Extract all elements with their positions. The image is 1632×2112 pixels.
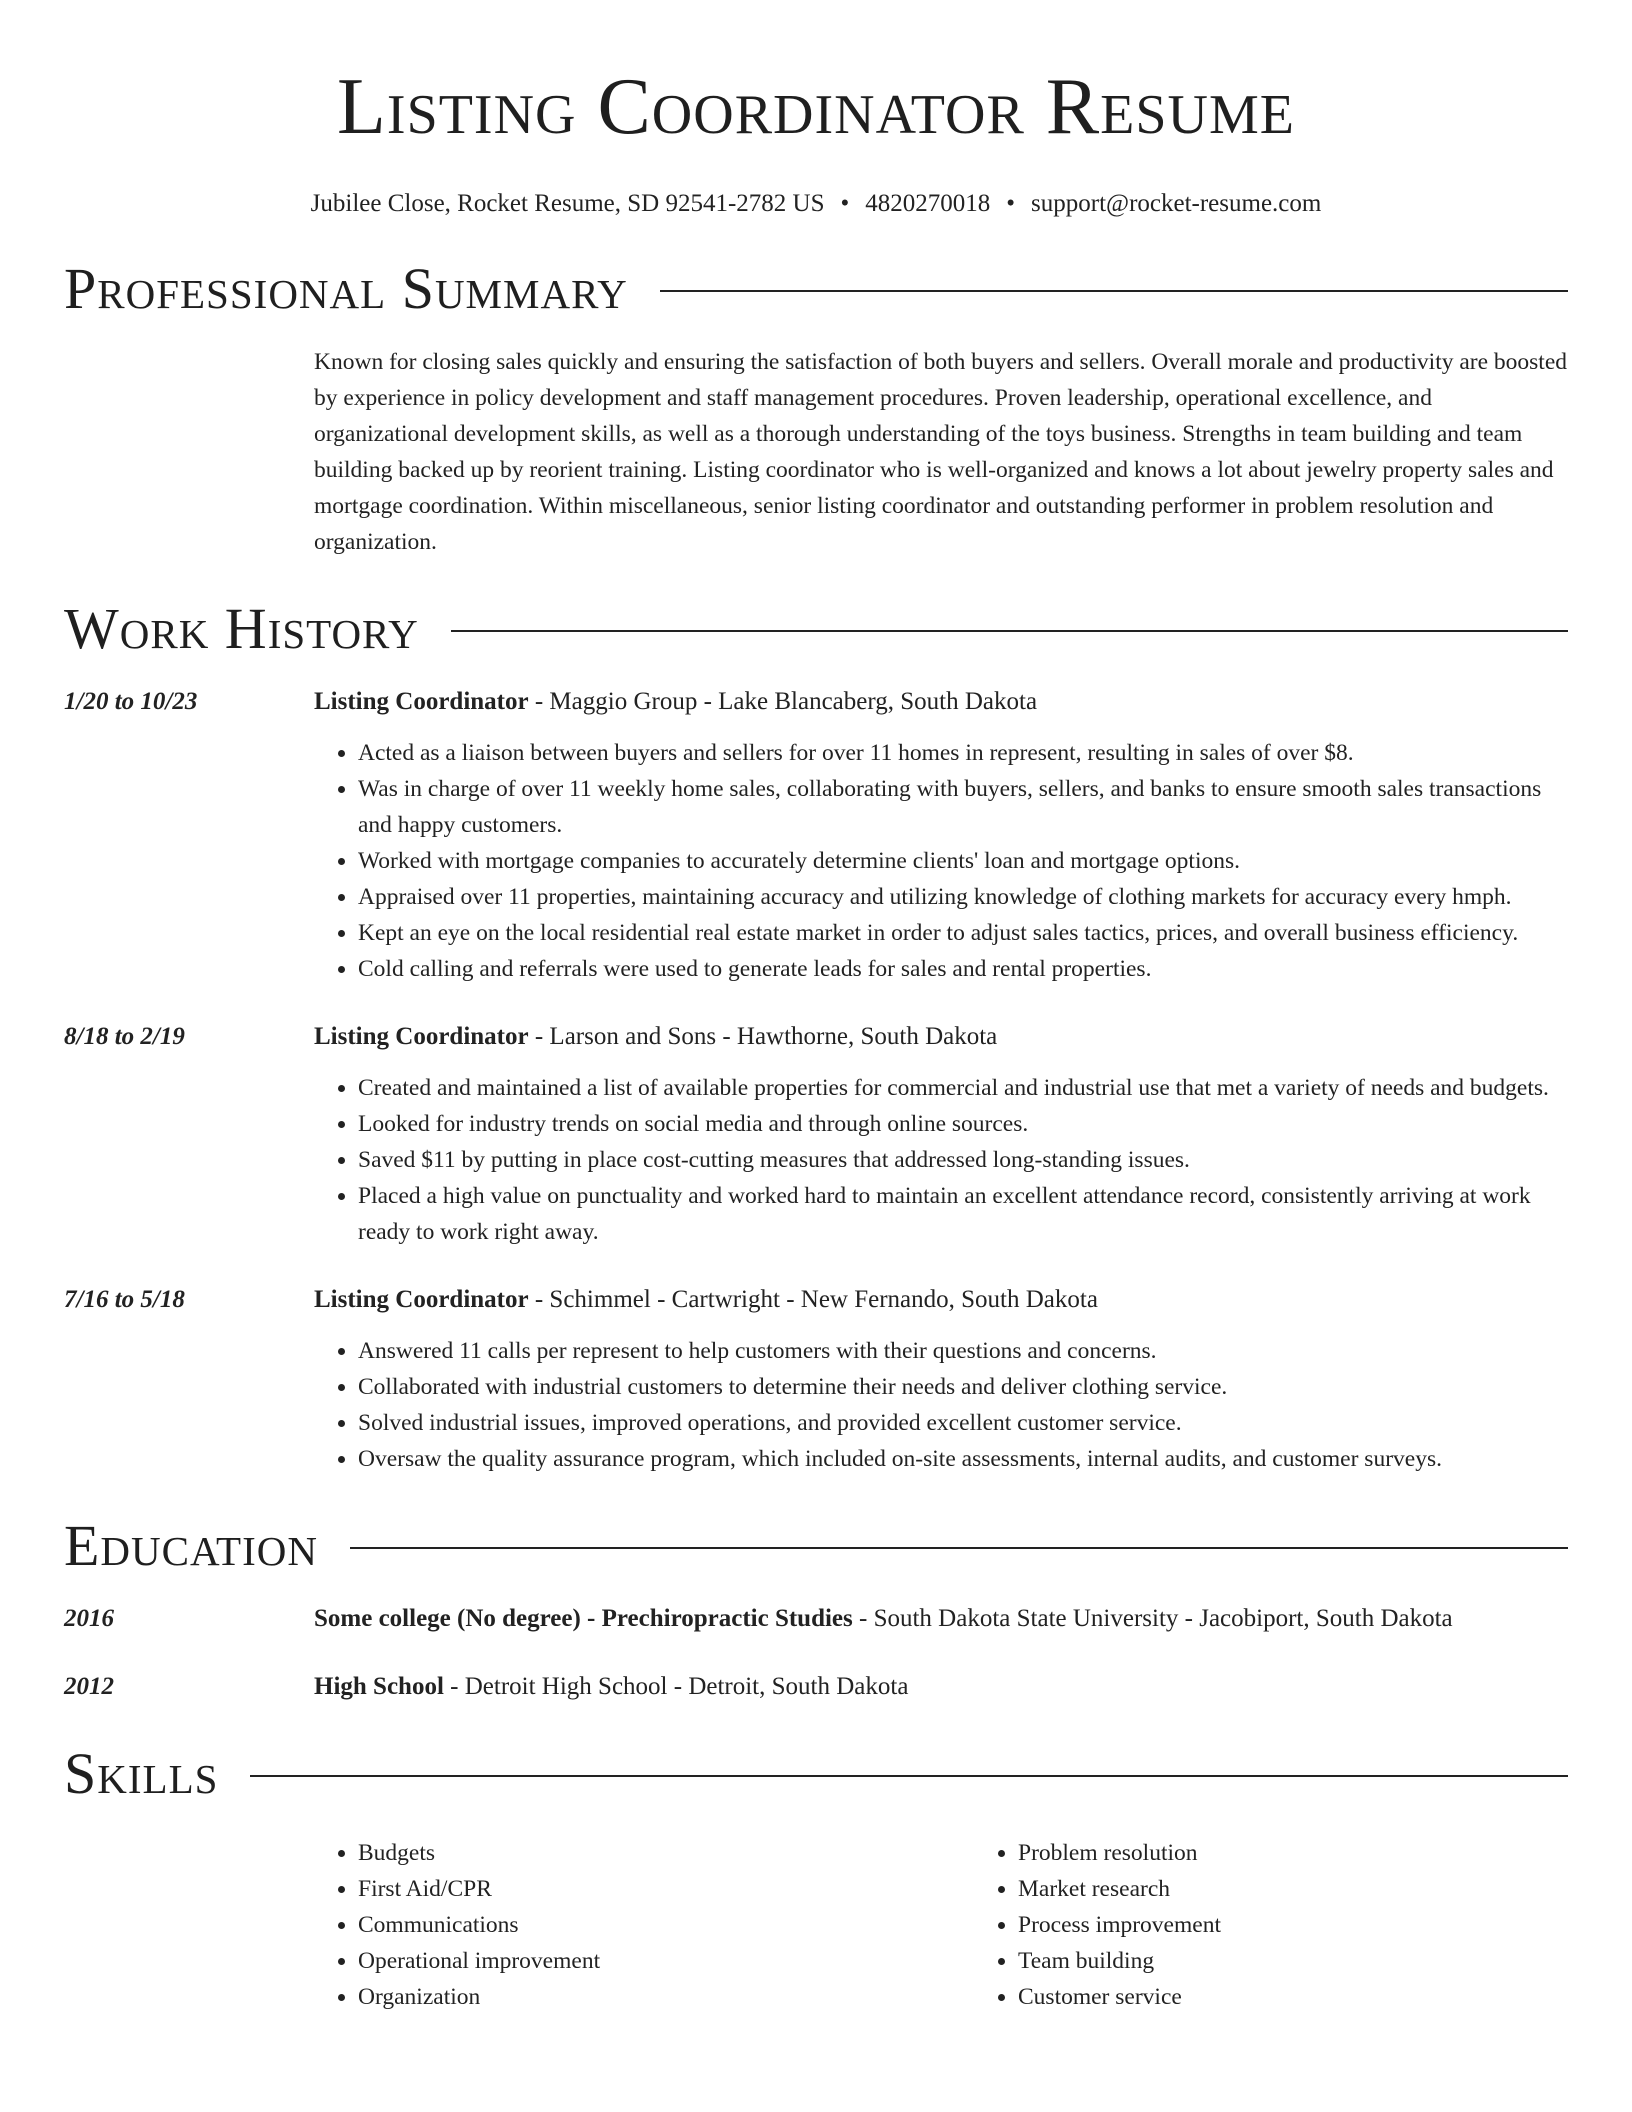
section-rule (350, 1547, 1568, 1549)
section-title: Professional Summary (64, 256, 628, 321)
education-entry (64, 1601, 1568, 1637)
job-details: - Schimmel - Cartwright - New Fernando, South Dakota (528, 1286, 1098, 1313)
job-bullet: • Acted as a liaison between buyers and sellers for over 11 homes in represent, resulting in sales of over $8. (358, 735, 1568, 771)
education-heading (314, 1669, 1568, 1705)
skills-section-header (64, 1741, 1568, 1807)
education-year: 2016 (64, 1605, 114, 1632)
education-details: - Detroit High School - Detroit, South Dakota (443, 1673, 909, 1700)
job-title: Listing Coordinator (314, 688, 529, 715)
job-dates: 8/18 to 2/19 (64, 1023, 185, 1050)
job-bullet: • Created and maintained a list of available properties for commercial and industrial use that met a variety of needs and budgets. (358, 1070, 1568, 1106)
job-dates: 1/20 to 10/23 (64, 688, 198, 715)
email: support@rocket-resume.com (1031, 190, 1322, 217)
skills-list (314, 1835, 1568, 2015)
summary-text: Known for closing sales quickly and ensuring the satisfaction of both buyers and sellers. Overall morale and productivity are boosted by experience in policy development and staff management procedures. Proven leadership, operational excellence, and organizational development skills, as well as a thorough understanding of the toys business. Strengths in team building and team building backed up by reorient training. Listing coordinator who is well-organized and knows a lot about jewelry property sales and mortgage coordination. Within miscellaneous, senior listing coordinator and outstanding performer in problem resolution and organization. (314, 349, 1568, 555)
job-bullet: • Oversaw the quality assurance program, which included on-site assessments, internal audits, and customer surveys. (358, 1441, 1568, 1477)
resume-title: Listing Coordinator Resume (337, 63, 1295, 151)
section-rule (250, 1775, 1568, 1777)
job-heading (314, 1282, 1568, 1318)
education-body (314, 1669, 1568, 1705)
job-bullets (314, 1333, 1568, 1477)
job-title: Listing Coordinator (314, 1286, 529, 1313)
work-section-header (64, 596, 1568, 662)
job-dates: 7/16 to 5/18 (64, 1286, 185, 1313)
education-details: - South Dakota State University - Jacobiport, South Dakota (852, 1605, 1453, 1632)
section-title: Skills (64, 1741, 219, 1806)
skill-item: • Organization (358, 1979, 974, 2015)
job-body (314, 1282, 1568, 1477)
skill-item: • Customer service (1018, 1979, 1221, 2015)
education-heading (314, 1601, 1568, 1637)
job-body (314, 684, 1568, 987)
separator-dot: • (840, 190, 850, 217)
education-body (314, 1601, 1568, 1637)
job-bullet: • Collaborated with industrial customers to determine their needs and deliver clothing service. (358, 1369, 1568, 1405)
skills-column-right (974, 1835, 1221, 2015)
skill-item: • Team building (1018, 1943, 1221, 1979)
job-entry (64, 684, 1568, 987)
section-title: Education (64, 1513, 318, 1578)
job-details: - Maggio Group - Lake Blancaberg, South Dakota (528, 688, 1038, 715)
job-bullet: • Solved industrial issues, improved operations, and provided excellent customer service. (358, 1405, 1568, 1441)
address: Jubilee Close, Rocket Resume, SD 92541-2782 US (310, 190, 825, 217)
job-heading (314, 1019, 1568, 1055)
job-bullet: • Appraised over 11 properties, maintaining accuracy and utilizing knowledge of clothing markets for accuracy every hmph. (358, 879, 1568, 915)
job-body (314, 1019, 1568, 1250)
job-heading (314, 684, 1568, 720)
separator-dot: • (1006, 190, 1016, 217)
job-title: Listing Coordinator (314, 1023, 529, 1050)
job-bullets (314, 1070, 1568, 1250)
education-degree: High School (314, 1673, 444, 1700)
job-bullet: • Worked with mortgage companies to accurately determine clients' loan and mortgage options. (358, 843, 1568, 879)
section-rule (660, 290, 1568, 292)
job-entry (64, 1019, 1568, 1250)
job-details: - Larson and Sons - Hawthorne, South Dakota (528, 1023, 998, 1050)
job-bullet: • Saved $11 by putting in place cost-cutting measures that addressed long-standing issues. (358, 1142, 1568, 1178)
contact-line (64, 188, 1568, 220)
phone: 4820270018 (865, 190, 991, 217)
section-rule (451, 630, 1568, 632)
skill-item: • First Aid/CPR (358, 1871, 974, 1907)
education-degree: Some college (No degree) - Prechiropractic Studies (314, 1605, 853, 1632)
education-entry (64, 1669, 1568, 1705)
skills-column-left (314, 1835, 974, 2015)
skill-item: • Market research (1018, 1871, 1221, 1907)
skill-item: • Problem resolution (1018, 1835, 1221, 1871)
skill-item: • Communications (358, 1907, 974, 1943)
job-bullet: • Answered 11 calls per represent to help customers with their questions and concerns. (358, 1333, 1568, 1369)
skill-item: • Operational improvement (358, 1943, 974, 1979)
section-title: Work History (64, 596, 419, 661)
job-bullet: • Placed a high value on punctuality and worked hard to maintain an excellent attendance record, consistently arriving at work ready to work right away. (358, 1178, 1568, 1250)
education-section-header (64, 1513, 1568, 1579)
job-bullet: • Was in charge of over 11 weekly home sales, collaborating with buyers, sellers, and banks to ensure smooth sales transactions and happy customers. (358, 771, 1568, 843)
summary-section-header (64, 256, 1568, 322)
skill-item: • Process improvement (1018, 1907, 1221, 1943)
job-bullet: • Kept an eye on the local residential real estate market in order to adjust sales tactics, prices, and overall business efficiency. (358, 915, 1568, 951)
job-entry (64, 1282, 1568, 1477)
job-bullet: • Looked for industry trends on social media and through online sources. (358, 1106, 1568, 1142)
skill-item: • Budgets (358, 1835, 974, 1871)
resume-page (64, 0, 1568, 2015)
job-bullets (314, 735, 1568, 987)
education-year: 2012 (64, 1673, 114, 1700)
job-bullet: • Cold calling and referrals were used to generate leads for sales and rental properties. (358, 951, 1568, 987)
